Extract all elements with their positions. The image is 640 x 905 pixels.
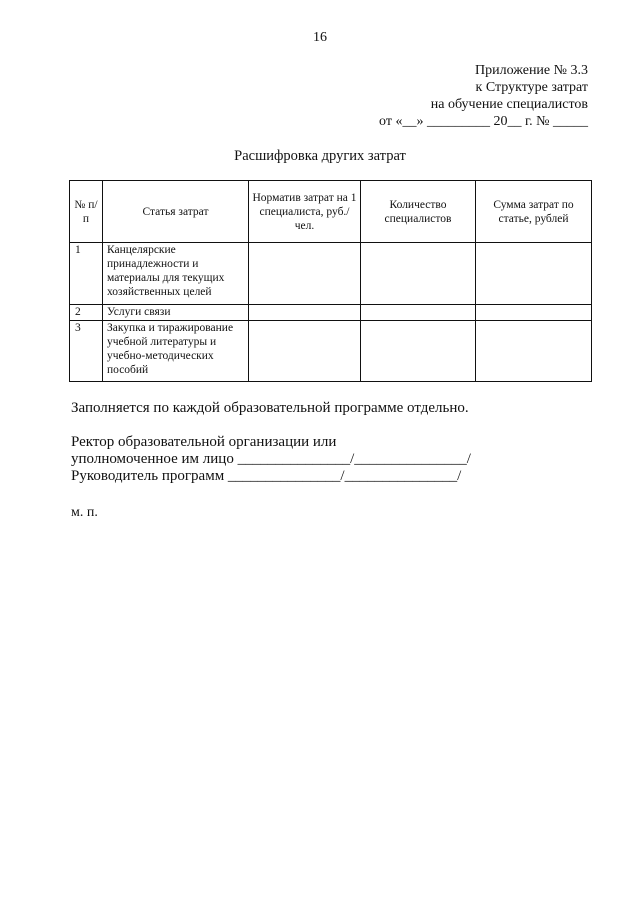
appendix-line: на обучение специалистов [430, 97, 588, 112]
page-number: 16 [313, 30, 327, 45]
cell-norm [249, 305, 361, 321]
appendix-header [379, 62, 588, 130]
table-row [70, 305, 592, 321]
cell-item: Канцелярские принадлежности и материалы для текущих хозяйственных целей [103, 243, 249, 305]
signature-line: Руководитель программ _______________/_______________/ [71, 468, 462, 484]
cell-item: Закупка и тиражирование учебной литературы и учебно-методических пособий [103, 321, 249, 382]
header-num: № п/п [70, 181, 103, 243]
header-count: Количество специалистов [361, 181, 476, 243]
cell-item: Услуги связи [103, 305, 249, 321]
fill-instruction-note: Заполняется по каждой образовательной программе отдельно. [71, 400, 469, 416]
cell-count [361, 305, 476, 321]
stamp-place: м. п. [71, 505, 98, 520]
cell-num: 3 [70, 321, 103, 382]
signature-line: уполномоченное им лицо _______________/_______________/ [71, 451, 471, 467]
table-title: Расшифровка других затрат [234, 148, 406, 164]
cell-norm [249, 243, 361, 305]
cell-norm [249, 321, 361, 382]
cell-sum [476, 305, 592, 321]
signature-block [71, 434, 471, 485]
cell-count [361, 243, 476, 305]
header-item: Статья затрат [103, 181, 249, 243]
table-row [70, 243, 592, 305]
cell-count [361, 321, 476, 382]
cell-num: 2 [70, 305, 103, 321]
cost-breakdown-table [69, 180, 592, 382]
table-header-row [70, 181, 592, 243]
cell-num: 1 [70, 243, 103, 305]
header-sum: Сумма затрат по статье, рублей [476, 181, 592, 243]
table-row [70, 321, 592, 382]
appendix-date-line: от «__» _________ 20__ г. № _____ [379, 114, 588, 129]
appendix-line: Приложение № 3.3 [475, 63, 588, 78]
header-norm: Норматив затрат на 1 специалиста, руб./чел. [249, 181, 361, 243]
cell-sum [476, 243, 592, 305]
signature-line: Ректор образовательной организации или [71, 434, 337, 450]
appendix-line: к Структуре затрат [475, 80, 588, 95]
cell-sum [476, 321, 592, 382]
